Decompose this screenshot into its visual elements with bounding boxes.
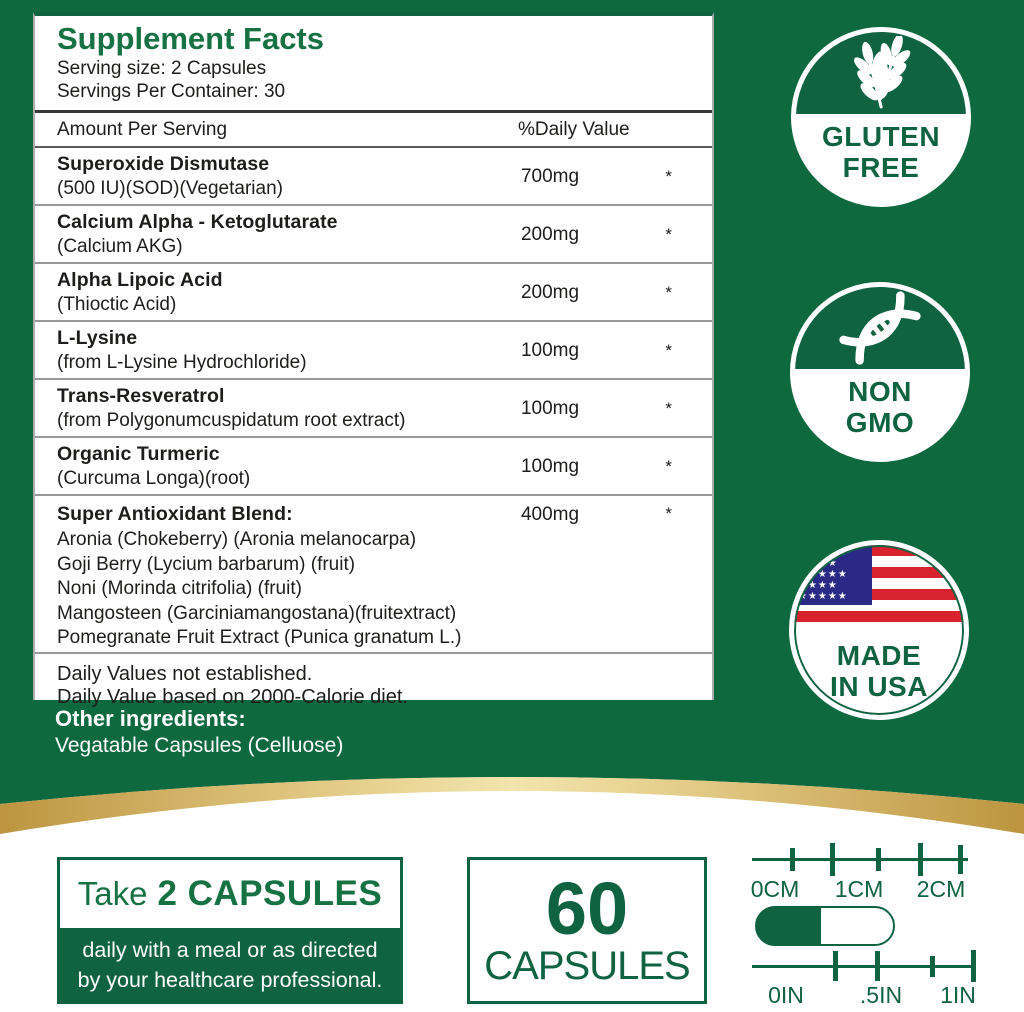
in-label: .5IN [859, 982, 903, 1008]
col-daily-value: %Daily Value [518, 119, 630, 140]
table-row [35, 264, 712, 322]
cm-label: 0CM [750, 876, 800, 902]
ingredient-amount: 100mg [520, 340, 580, 361]
blend-item: Mangosteen (Garciniamangostana)(fruitextract) [57, 602, 457, 624]
blend-item: Noni (Morinda citrifolia) (fruit) [57, 578, 302, 600]
stars-pattern [794, 545, 872, 602]
badge-line: NON [848, 375, 912, 407]
ingredient-dv: * [665, 283, 672, 302]
ingredient-name: Trans-Resveratrol [57, 385, 225, 407]
ingredient-dv: * [665, 341, 672, 360]
dosage-instructions-line: by your healthcare professional. [77, 967, 383, 992]
blend-amount: 400mg [520, 504, 580, 525]
col-amount-per-serving: Amount Per Serving [57, 119, 228, 140]
ruler-tick [930, 956, 935, 977]
dosage-box [57, 857, 403, 1004]
ingredient-amount: 700mg [520, 166, 580, 187]
blend-dv: * [665, 504, 672, 523]
table-row [35, 148, 712, 206]
ingredient-detail: (Calcium AKG) [57, 236, 183, 257]
table-row [35, 438, 712, 496]
capsule-illustration [755, 906, 895, 946]
ingredient-detail: (Thioctic Acid) [57, 294, 177, 315]
in-label: 1IN [940, 982, 976, 1008]
ingredient-name: L-Lysine [57, 327, 138, 349]
table-row [35, 322, 712, 380]
badge-line: GLUTEN [821, 120, 941, 152]
usa-flag [794, 545, 964, 627]
ingredient-dv: * [665, 457, 672, 476]
ingredient-detail: (Curcuma Longa)(root) [57, 468, 251, 489]
other-ingredients-value: Vegatable Capsules (Celluose) [55, 734, 344, 757]
ruler-tick [790, 848, 795, 871]
blend-name: Super Antioxidant Blend: [57, 503, 293, 525]
wheat-icon [821, 36, 941, 114]
size-ruler [740, 840, 1012, 1010]
inch-ruler-line [752, 965, 974, 968]
cm-ruler-line [752, 858, 968, 861]
capsule-count-box [467, 857, 707, 1004]
ingredient-amount: 100mg [520, 456, 580, 477]
table-row [35, 206, 712, 264]
ruler-tick [958, 845, 963, 874]
made-in-usa-badge [789, 540, 969, 720]
ingredient-dv: * [665, 225, 672, 244]
dosage-take-label: Take [77, 875, 148, 912]
ingredient-amount: 200mg [520, 224, 580, 245]
table-row [35, 380, 712, 438]
servings-per-container: Servings Per Container: 30 [57, 81, 286, 102]
ingredient-amount: 100mg [520, 398, 580, 419]
badge-line: MADE [836, 639, 922, 671]
ingredient-dv: * [665, 167, 672, 186]
footnotes [35, 654, 712, 709]
ruler-tick [875, 951, 880, 981]
ingredient-name: Calcium Alpha - Ketoglutarate [57, 211, 338, 233]
ingredient-detail: (500 IU)(SOD)(Vegetarian) [57, 178, 283, 199]
ingredient-detail: (from L-Lysine Hydrochloride) [57, 352, 307, 373]
panel-title: Supplement Facts [57, 21, 324, 56]
non-gmo-badge [790, 282, 970, 462]
ruler-tick [876, 848, 881, 871]
dna-icon [820, 286, 940, 370]
other-ingredients [55, 705, 343, 760]
cm-label: 2CM [916, 876, 966, 902]
blend-item: Pomegranate Fruit Extract (Punica granatum L.) [57, 627, 462, 649]
table-header [35, 113, 712, 146]
ruler-tick [918, 843, 923, 876]
blend-row [35, 496, 712, 654]
footnote-line: Daily Values not established. [57, 663, 313, 685]
in-label: 0IN [768, 982, 804, 1008]
blend-item: Aronia (Chokeberry) (Aronia melanocarpa) [57, 529, 417, 550]
dosage-instructions [60, 928, 400, 1001]
ruler-tick [833, 951, 838, 981]
ingredient-detail: (from Polygonumcuspidatum root extract) [57, 410, 406, 431]
ruler-tick [971, 950, 976, 982]
capsule-count-number: 60 [545, 866, 629, 950]
blend-item: Goji Berry (Lycium barbarum) (fruit) [57, 553, 356, 575]
ingredient-name: Alpha Lipoic Acid [57, 269, 223, 291]
cm-label: 1CM [834, 876, 884, 902]
badge-line: GMO [845, 406, 915, 438]
footnote-line: Daily Value based on 2000-Calorie diet. [57, 686, 408, 708]
ruler-tick [830, 843, 835, 876]
ingredient-name: Superoxide Dismutase [57, 153, 270, 175]
badge-line: IN USA [830, 670, 928, 702]
supplement-facts-panel [33, 12, 714, 708]
ingredient-amount: 200mg [520, 282, 580, 303]
dosage-take-amount: 2 CAPSULES [157, 874, 383, 913]
ingredient-name: Organic Turmeric [57, 443, 220, 465]
ingredient-dv: * [665, 399, 672, 418]
badge-line: FREE [842, 151, 920, 183]
capsule-count-unit: CAPSULES [484, 943, 690, 988]
other-ingredients-label: Other ingredients: [55, 706, 246, 731]
serving-size: Serving size: 2 Capsules [57, 58, 267, 79]
gluten-free-badge [791, 27, 971, 207]
dosage-instructions-line: daily with a meal or as directed [82, 937, 378, 962]
